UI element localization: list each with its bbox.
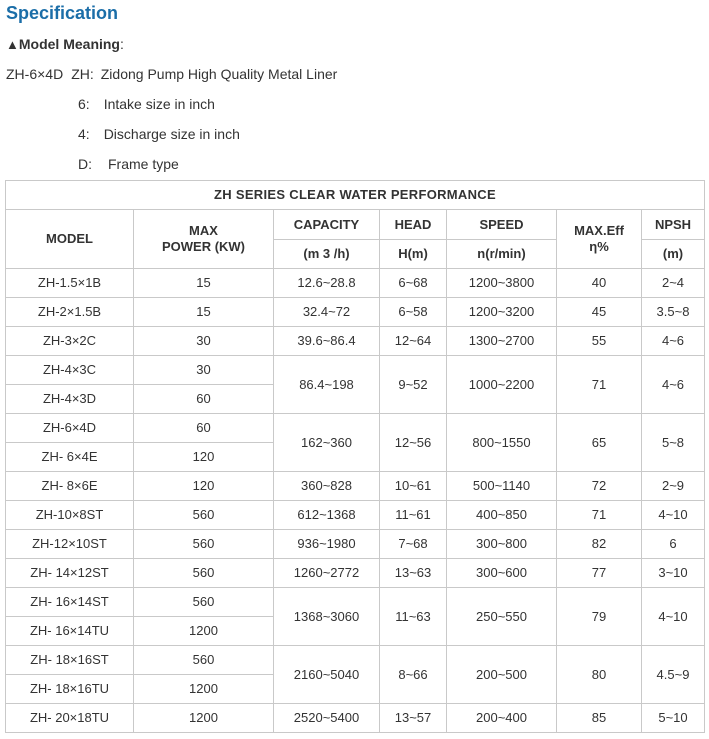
triangle-icon: ▲ xyxy=(6,37,19,52)
cell-eff: 65 xyxy=(557,414,642,472)
cell-model: ZH- 18×16ST xyxy=(6,646,134,675)
model-meaning-line-frame xyxy=(78,156,179,172)
cell-npsh: 4~10 xyxy=(642,588,705,646)
header-power-line1: MAX xyxy=(189,223,218,238)
cell-npsh: 5~8 xyxy=(642,414,705,472)
code-discharge: 4: xyxy=(78,126,90,142)
cell-eff: 80 xyxy=(557,646,642,704)
cell-model: ZH-10×8ST xyxy=(6,501,134,530)
cell-eff: 77 xyxy=(557,559,642,588)
cell-model: ZH-3×2C xyxy=(6,327,134,356)
cell-model: ZH- 16×14ST xyxy=(6,588,134,617)
header-speed: SPEED xyxy=(447,210,557,240)
cell-model: ZH-4×3C xyxy=(6,356,134,385)
cell-npsh: 4.5~9 xyxy=(642,646,705,704)
cell-power: 120 xyxy=(134,472,274,501)
cell-capacity: 1368~3060 xyxy=(274,588,380,646)
cell-speed: 1000~2200 xyxy=(447,356,557,414)
cell-model: ZH-1.5×1B xyxy=(6,269,134,298)
cell-head: 7~68 xyxy=(380,530,447,559)
cell-eff: 79 xyxy=(557,588,642,646)
cell-power: 15 xyxy=(134,298,274,327)
table-caption: ZH SERIES CLEAR WATER PERFORMANCE xyxy=(6,181,705,210)
model-meaning-line-intake xyxy=(78,96,215,112)
header-max-eff xyxy=(557,210,642,269)
example-model: ZH-6×4D xyxy=(6,66,64,82)
cell-power: 560 xyxy=(134,501,274,530)
code-frame: D: xyxy=(78,156,92,172)
table-row xyxy=(6,269,705,298)
cell-model: ZH-4×3D xyxy=(6,385,134,414)
cell-model: ZH- 8×6E xyxy=(6,472,134,501)
cell-model: ZH- 16×14TU xyxy=(6,617,134,646)
cell-model: ZH- 18×16TU xyxy=(6,675,134,704)
model-meaning-colon: : xyxy=(120,36,124,52)
cell-eff: 45 xyxy=(557,298,642,327)
header-head-unit: H(m) xyxy=(380,240,447,269)
cell-capacity: 360~828 xyxy=(274,472,380,501)
cell-npsh: 5~10 xyxy=(642,704,705,733)
cell-power: 30 xyxy=(134,356,274,385)
cell-model: ZH-12×10ST xyxy=(6,530,134,559)
model-meaning-label: Model Meaning xyxy=(18,36,120,52)
cell-head: 13~57 xyxy=(380,704,447,733)
cell-head: 11~61 xyxy=(380,501,447,530)
cell-npsh: 2~4 xyxy=(642,269,705,298)
header-power-line2: POWER (KW) xyxy=(161,239,246,254)
cell-head: 11~63 xyxy=(380,588,447,646)
cell-head: 6~58 xyxy=(380,298,447,327)
cell-model: ZH- 6×4E xyxy=(6,443,134,472)
cell-model: ZH- 14×12ST xyxy=(6,559,134,588)
cell-speed: 1300~2700 xyxy=(447,327,557,356)
header-speed-unit: n(r/min) xyxy=(447,240,557,269)
cell-speed: 200~500 xyxy=(447,646,557,704)
cell-power: 560 xyxy=(134,646,274,675)
cell-eff: 40 xyxy=(557,269,642,298)
cell-speed: 250~550 xyxy=(447,588,557,646)
cell-eff: 85 xyxy=(557,704,642,733)
cell-eff: 55 xyxy=(557,327,642,356)
cell-capacity: 936~1980 xyxy=(274,530,380,559)
cell-capacity: 2520~5400 xyxy=(274,704,380,733)
header-head: HEAD xyxy=(380,210,447,240)
cell-npsh: 3.5~8 xyxy=(642,298,705,327)
cell-power: 15 xyxy=(134,269,274,298)
cell-capacity: 1260~2772 xyxy=(274,559,380,588)
cell-capacity: 86.4~198 xyxy=(274,356,380,414)
cell-power: 560 xyxy=(134,588,274,617)
cell-speed: 500~1140 xyxy=(447,472,557,501)
code-frame-text: Frame type xyxy=(108,156,179,172)
table-row xyxy=(6,414,705,443)
cell-capacity: 32.4~72 xyxy=(274,298,380,327)
header-npsh: NPSH xyxy=(642,210,705,240)
cell-npsh: 6 xyxy=(642,530,705,559)
cell-head: 13~63 xyxy=(380,559,447,588)
table-row xyxy=(6,646,705,675)
cell-power: 1200 xyxy=(134,617,274,646)
code-discharge-text: Discharge size in inch xyxy=(103,126,240,142)
cell-head: 12~56 xyxy=(380,414,447,472)
header-eff-line1: MAX.Eff xyxy=(574,223,624,238)
cell-speed: 400~850 xyxy=(447,501,557,530)
cell-capacity: 39.6~86.4 xyxy=(274,327,380,356)
cell-eff: 82 xyxy=(557,530,642,559)
header-model: MODEL xyxy=(6,210,134,269)
cell-npsh: 3~10 xyxy=(642,559,705,588)
cell-capacity: 2160~5040 xyxy=(274,646,380,704)
code-zh-text: Zidong Pump High Quality Metal Liner xyxy=(100,66,338,82)
cell-head: 8~66 xyxy=(380,646,447,704)
table-row xyxy=(6,298,705,327)
cell-power: 30 xyxy=(134,327,274,356)
cell-power: 1200 xyxy=(134,704,274,733)
cell-npsh: 4~6 xyxy=(642,327,705,356)
cell-eff: 71 xyxy=(557,501,642,530)
cell-speed: 1200~3200 xyxy=(447,298,557,327)
table-row xyxy=(6,530,705,559)
cell-head: 9~52 xyxy=(380,356,447,414)
code-intake: 6: xyxy=(78,96,90,112)
cell-npsh: 4~6 xyxy=(642,356,705,414)
cell-npsh: 2~9 xyxy=(642,472,705,501)
header-eff-line2: η% xyxy=(589,239,609,254)
cell-speed: 200~400 xyxy=(447,704,557,733)
table-row xyxy=(6,327,705,356)
cell-power: 560 xyxy=(134,559,274,588)
table-row xyxy=(6,559,705,588)
cell-eff: 72 xyxy=(557,472,642,501)
cell-capacity: 12.6~28.8 xyxy=(274,269,380,298)
cell-speed: 800~1550 xyxy=(447,414,557,472)
cell-power: 1200 xyxy=(134,675,274,704)
cell-model: ZH-6×4D xyxy=(6,414,134,443)
table-row xyxy=(6,704,705,733)
cell-head: 12~64 xyxy=(380,327,447,356)
cell-speed: 1200~3800 xyxy=(447,269,557,298)
cell-speed: 300~600 xyxy=(447,559,557,588)
header-max-power xyxy=(134,210,274,269)
cell-npsh: 4~10 xyxy=(642,501,705,530)
cell-capacity: 612~1368 xyxy=(274,501,380,530)
model-meaning-heading xyxy=(6,36,124,52)
header-npsh-unit: (m) xyxy=(642,240,705,269)
table-row xyxy=(6,356,705,385)
table-row xyxy=(6,588,705,617)
cell-power: 60 xyxy=(134,385,274,414)
code-intake-text: Intake size in inch xyxy=(103,96,215,112)
cell-model: ZH-2×1.5B xyxy=(6,298,134,327)
performance-table xyxy=(5,180,705,733)
header-capacity-unit: (m 3 /h) xyxy=(274,240,380,269)
cell-capacity: 162~360 xyxy=(274,414,380,472)
header-capacity: CAPACITY xyxy=(274,210,380,240)
cell-model: ZH- 20×18TU xyxy=(6,704,134,733)
cell-power: 60 xyxy=(134,414,274,443)
cell-power: 560 xyxy=(134,530,274,559)
model-meaning-line-zh xyxy=(6,66,337,82)
cell-speed: 300~800 xyxy=(447,530,557,559)
cell-eff: 71 xyxy=(557,356,642,414)
code-zh: ZH: xyxy=(71,66,94,82)
table-row xyxy=(6,501,705,530)
cell-head: 6~68 xyxy=(380,269,447,298)
model-meaning-line-discharge xyxy=(78,126,240,142)
cell-head: 10~61 xyxy=(380,472,447,501)
page-title: Specification xyxy=(6,3,119,23)
table-row xyxy=(6,472,705,501)
cell-power: 120 xyxy=(134,443,274,472)
